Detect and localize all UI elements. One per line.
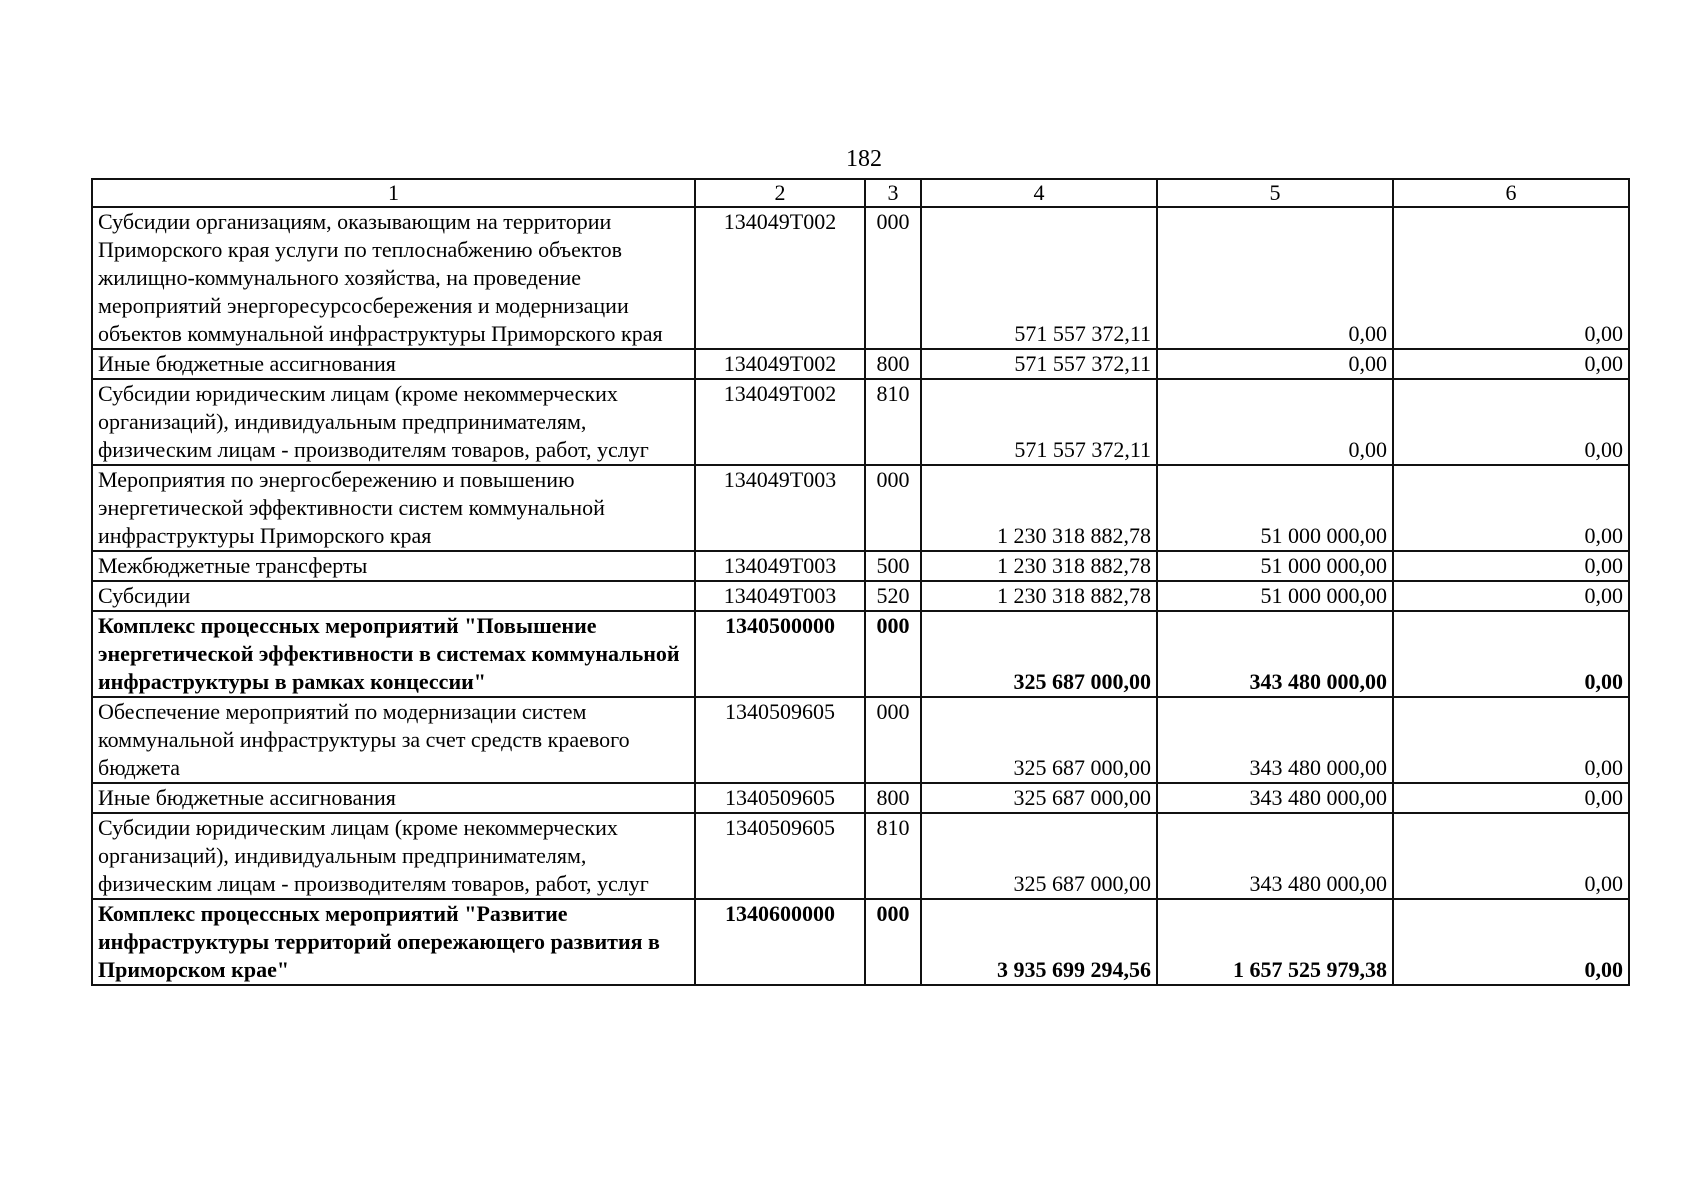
row-code: 134049Т003 bbox=[695, 465, 865, 551]
row-amount-col-6: 0,00 bbox=[1393, 551, 1629, 581]
row-code: 1340509605 bbox=[695, 783, 865, 813]
row-amount-col-4: 325 687 000,00 bbox=[921, 697, 1157, 783]
table-row bbox=[92, 207, 1629, 349]
row-amount-col-5: 0,00 bbox=[1157, 207, 1393, 349]
row-type-code: 000 bbox=[865, 899, 921, 985]
row-code: 1340500000 bbox=[695, 611, 865, 697]
table-row bbox=[92, 465, 1629, 551]
row-code: 134049Т002 bbox=[695, 349, 865, 379]
row-code: 134049Т002 bbox=[695, 379, 865, 465]
row-code: 134049Т002 bbox=[695, 207, 865, 349]
row-type-code: 000 bbox=[865, 207, 921, 349]
row-amount-col-4: 1 230 318 882,78 bbox=[921, 551, 1157, 581]
row-name: Субсидии юридическим лицам (кроме некоммерческих организаций), индивидуальным предпринимателям, физическим лицам - производителям товаров, работ, услуг bbox=[92, 813, 695, 899]
row-amount-col-6: 0,00 bbox=[1393, 783, 1629, 813]
row-amount-col-4: 325 687 000,00 bbox=[921, 611, 1157, 697]
row-amount-col-5: 343 480 000,00 bbox=[1157, 783, 1393, 813]
row-amount-col-4: 571 557 372,11 bbox=[921, 349, 1157, 379]
row-amount-col-5: 1 657 525 979,38 bbox=[1157, 899, 1393, 985]
row-code: 134049Т003 bbox=[695, 581, 865, 611]
row-amount-col-6: 0,00 bbox=[1393, 611, 1629, 697]
row-code: 1340509605 bbox=[695, 697, 865, 783]
row-code: 1340600000 bbox=[695, 899, 865, 985]
row-type-code: 810 bbox=[865, 813, 921, 899]
row-amount-col-5: 343 480 000,00 bbox=[1157, 697, 1393, 783]
table-row bbox=[92, 783, 1629, 813]
row-amount-col-4: 325 687 000,00 bbox=[921, 783, 1157, 813]
row-type-code: 000 bbox=[865, 611, 921, 697]
row-amount-col-6: 0,00 bbox=[1393, 379, 1629, 465]
row-name: Межбюджетные трансферты bbox=[92, 551, 695, 581]
row-type-code: 500 bbox=[865, 551, 921, 581]
row-name: Субсидии юридическим лицам (кроме некоммерческих организаций), индивидуальным предпринимателям, физическим лицам - производителям товаров, работ, услуг bbox=[92, 379, 695, 465]
row-name: Иные бюджетные ассигнования bbox=[92, 349, 695, 379]
row-name: Мероприятия по энергосбережению и повышению энергетической эффективности систем коммунальной инфраструктуры Приморского края bbox=[92, 465, 695, 551]
header-col-2: 2 bbox=[695, 179, 865, 207]
row-amount-col-6: 0,00 bbox=[1393, 349, 1629, 379]
budget-table bbox=[91, 178, 1630, 986]
table-header-row bbox=[92, 179, 1629, 207]
row-amount-col-6: 0,00 bbox=[1393, 207, 1629, 349]
row-name: Обеспечение мероприятий по модернизации систем коммунальной инфраструктуры за счет средств краевого бюджета bbox=[92, 697, 695, 783]
row-name: Иные бюджетные ассигнования bbox=[92, 783, 695, 813]
table-row bbox=[92, 611, 1629, 697]
header-col-6: 6 bbox=[1393, 179, 1629, 207]
row-amount-col-5: 343 480 000,00 bbox=[1157, 813, 1393, 899]
row-amount-col-6: 0,00 bbox=[1393, 465, 1629, 551]
row-name: Субсидии bbox=[92, 581, 695, 611]
row-amount-col-6: 0,00 bbox=[1393, 899, 1629, 985]
row-type-code: 000 bbox=[865, 465, 921, 551]
row-code: 1340509605 bbox=[695, 813, 865, 899]
table-row bbox=[92, 349, 1629, 379]
row-amount-col-5: 51 000 000,00 bbox=[1157, 581, 1393, 611]
table-row bbox=[92, 899, 1629, 985]
header-col-4: 4 bbox=[921, 179, 1157, 207]
table-row bbox=[92, 551, 1629, 581]
row-type-code: 800 bbox=[865, 783, 921, 813]
row-amount-col-4: 1 230 318 882,78 bbox=[921, 465, 1157, 551]
row-type-code: 810 bbox=[865, 379, 921, 465]
row-type-code: 800 bbox=[865, 349, 921, 379]
row-name: Комплекс процессных мероприятий "Развитие инфраструктуры территорий опережающего развития в Приморском крае" bbox=[92, 899, 695, 985]
row-amount-col-5: 0,00 bbox=[1157, 379, 1393, 465]
row-amount-col-4: 3 935 699 294,56 bbox=[921, 899, 1157, 985]
table-row bbox=[92, 697, 1629, 783]
row-amount-col-5: 51 000 000,00 bbox=[1157, 551, 1393, 581]
row-amount-col-5: 343 480 000,00 bbox=[1157, 611, 1393, 697]
table-row bbox=[92, 581, 1629, 611]
row-code: 134049Т003 bbox=[695, 551, 865, 581]
row-amount-col-4: 571 557 372,11 bbox=[921, 207, 1157, 349]
row-type-code: 000 bbox=[865, 697, 921, 783]
page-number: 182 bbox=[846, 146, 882, 172]
header-col-5: 5 bbox=[1157, 179, 1393, 207]
row-type-code: 520 bbox=[865, 581, 921, 611]
row-amount-col-5: 0,00 bbox=[1157, 349, 1393, 379]
row-amount-col-6: 0,00 bbox=[1393, 813, 1629, 899]
header-col-1: 1 bbox=[92, 179, 695, 207]
row-amount-col-6: 0,00 bbox=[1393, 697, 1629, 783]
row-amount-col-4: 571 557 372,11 bbox=[921, 379, 1157, 465]
row-name: Субсидии организациям, оказывающим на территории Приморского края услуги по теплоснабжению объектов жилищно-коммунального хозяйства, на проведение мероприятий энергоресурсосбережения и модернизации объектов коммунальной инфраструктуры Приморского края bbox=[92, 207, 695, 349]
row-amount-col-6: 0,00 bbox=[1393, 581, 1629, 611]
header-col-3: 3 bbox=[865, 179, 921, 207]
table-row bbox=[92, 813, 1629, 899]
row-amount-col-5: 51 000 000,00 bbox=[1157, 465, 1393, 551]
row-amount-col-4: 1 230 318 882,78 bbox=[921, 581, 1157, 611]
row-name: Комплекс процессных мероприятий "Повышение энергетической эффективности в системах коммунальной инфраструктуры в рамках концессии" bbox=[92, 611, 695, 697]
table-row bbox=[92, 379, 1629, 465]
row-amount-col-4: 325 687 000,00 bbox=[921, 813, 1157, 899]
